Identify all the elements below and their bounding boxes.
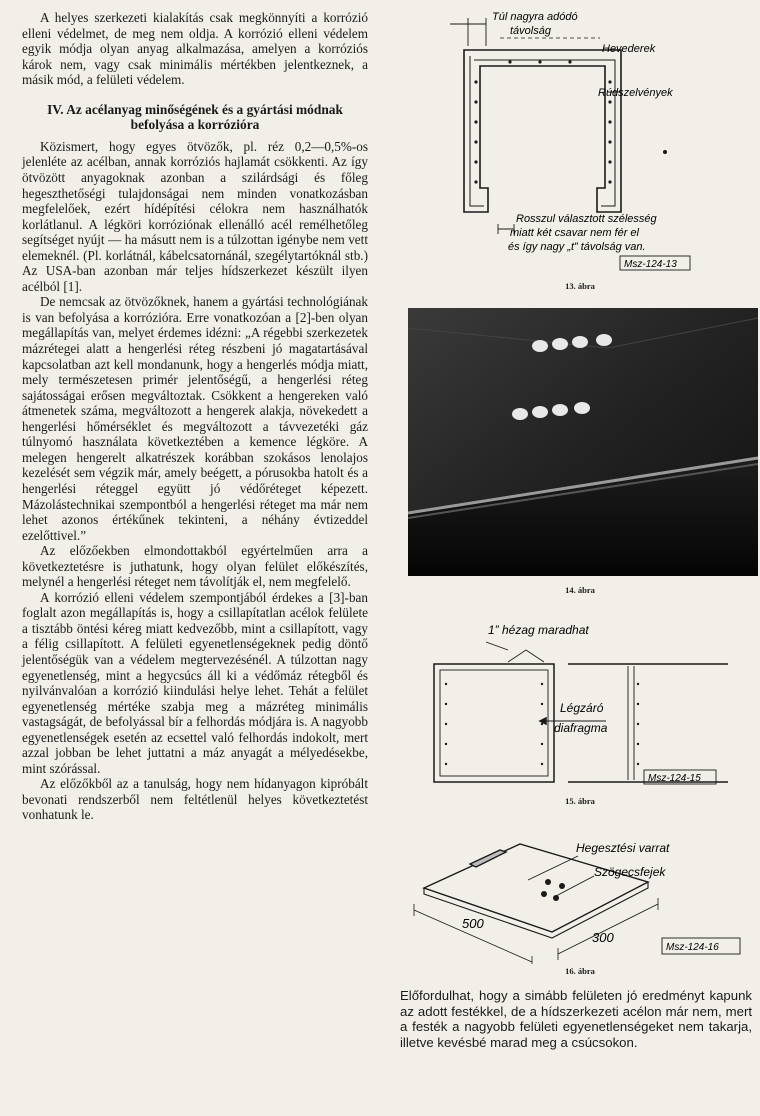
label-diafragma: diafragma bbox=[554, 721, 608, 735]
caption-15: 15. ábra bbox=[565, 796, 595, 806]
stamp-16: Msz-124-16 bbox=[666, 942, 719, 953]
label-hevederek: Hevederek bbox=[602, 43, 656, 55]
note-line-2: miatt két csavar nem fér el bbox=[510, 227, 639, 239]
caption-14: 14. ábra bbox=[565, 585, 595, 595]
label-top-2: távolság bbox=[510, 25, 551, 37]
figure-16-drawing bbox=[408, 824, 754, 964]
figure-14-photo bbox=[408, 308, 758, 576]
paragraph-2: De nemcsak az ötvözőknek, hanem a gyártási technológiának is van befolyása a korrózióra. Erre vonatkozóan a [2]-ben olyan megállapítás van, melyet érdemes idézni: „A régebbi szerkezetek mázrétegei alatt a hengerlési réteg részbeni jó magatartásával kapcsolatban azt kell mondanunk, hogy a hengerlés módja miatt, mely természetesen primér jelentőségű, a hengerlési réteg sajátosságai erősen megváltoztak. Csökkent a hengereken való átmenetek száma, megváltozott a hengerek alakja, növekedett a hengerlési hőmérséklet és megváltozott a távvezetéki gáz túlnyomó használata következtében a kemence légköre. A melegen hengerelt alkatrészek korábban szokásos lenolajos kezelését sem végzik már, amely beégett, a pórusokba hatolt és a hengerlési réteggel együtt jó védőréteget képezett. Mázolástechnikai szempontból a hengerlési réteget ma már nem lehet azonos értékűnek tekinteni, a néhány évtizeddel ezelőttivel.” bbox=[22, 294, 368, 543]
figure-13-drawing bbox=[440, 2, 740, 278]
paragraph-1: Közismert, hogy egyes ötvözők, pl. réz 0,2—0,5%-os jelenléte az acélban, annak korróziós hajlamát csökkenti. Az így ötvözött anyagoknak azonban a szilárdsági és főleg hegeszthetőségi tulajdonságai nem minden vonatkozásban megfelelőek, ezért hídépítési célokra nem használhatók korlátlanul. A légköri korróziónak ellenálló acél remélhetőleg segítséget nyújt — ha másutt nem is a túlzottan igénybe nem vett elemeknél. (Pl. korlátnál, kábelcsatornánál, szegélytartóknál stb.) Az USA-ban azonban már teljes hídszerkezet készült ilyen acélból [1]. bbox=[22, 138, 368, 294]
note-line-1: Rosszul választott szélesség bbox=[516, 213, 657, 225]
label-szogecsfejek: Szögecsfejek bbox=[594, 865, 666, 879]
label-top-1: Túl nagyra adódó bbox=[492, 11, 578, 23]
note-line-3: és így nagy „t” távolság van. bbox=[508, 241, 646, 253]
paragraph-4: A korrózió elleni védelem szempontjából érdekes a [3]-ban foglalt azon megállapítás is, hogy a csillapítatlan acélok felülete a tisztább öntési kéreg miatt kedvezőbb, mint a csillapított, vagy a félig csillapított. A felületi egyenetlenségeknek pedig döntő jelentőségük van a védelem megtervezésénél. A túlzottan nagy egyenetlenség, mint a hegycsúcs áll ki a védőmáz rétegből és nyilvánvalóan a korrózió kiindulási helye lehet. Tehát a felület egyenetlenség mértéke szabja meg a mázréteg minimális vastagságát, de befolyással bír a felhordás módjára is. A nagyobb egyenetlenségek esetén az ecsettel való felhordás indokolt, mert azzal jobban be lehet juttatni a máz anyagát a mélyedésekbe, mint szórással. bbox=[22, 589, 368, 776]
label-legzaro: Légzáró bbox=[560, 701, 604, 715]
label-gap: 1” hézag maradhat bbox=[488, 623, 589, 637]
stamp-15: Msz-124-15 bbox=[648, 773, 701, 784]
caption-16: 16. ábra bbox=[565, 966, 595, 976]
label-rudszelvenyek: Rúdszelvények bbox=[598, 87, 673, 99]
paragraph-intro: A helyes szerkezeti kialakítás csak megkönnyíti a korrózió elleni védelmet, de meg nem oldja. A korrózió elleni védelem egyik módja olyan anyag alkalmazása, amelyen a korróziós károk nem, vagy csak minimális mértékben jelentkeznek, a másik mód, a felületi védelem. bbox=[22, 10, 368, 88]
figure-15-drawing bbox=[428, 614, 738, 790]
stamp-13: Msz-124-13 bbox=[624, 259, 677, 270]
section-heading: IV. Az acélanyag minőségének és a gyártási módnak befolyása a korrózióra bbox=[47, 101, 343, 133]
label-hegesztesi-varrat: Hegesztési varrat bbox=[576, 841, 670, 855]
dimension-500: 500 bbox=[462, 916, 484, 931]
left-column bbox=[22, 10, 368, 823]
right-column-paragraph: Előfordulhat, hogy a simább felületen jó eredményt kapunk az adott festékkel, de a hídszerkezeti acélon már nem, mert a festék a nagyobb felületi egyenetlenségeket nem takarja, illetve kevésbé marad meg a csúcsokon. bbox=[400, 988, 752, 1050]
paragraph-5: Az előzőkből az a tanulság, hogy nem hídanyagon kipróbált bevonati rendszerből nem feltétlenül helyes következtetést vonhatunk le. bbox=[22, 776, 368, 823]
dimension-300: 300 bbox=[592, 930, 614, 945]
caption-13: 13. ábra bbox=[565, 281, 595, 291]
paragraph-3: Az előzőekben elmondottakból egyértelműen arra a következtetésre is juthatunk, hogy olyan felület előkészítés, melynél a hengerlési réteget nem távolítják el, nem megfelelő. bbox=[22, 543, 368, 590]
